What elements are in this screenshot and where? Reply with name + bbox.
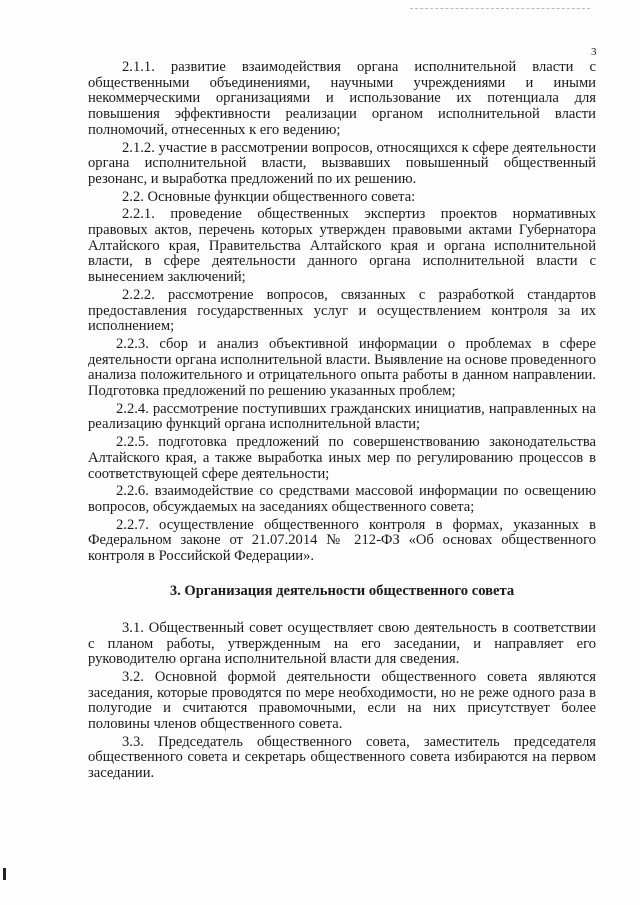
paragraph-2-2-3: 2.2.3. сбор и анализ объективной информации о проблемах в сфере деятельности органа исполнительной власти. Выявление на основе проведенного анализа положительного и отрицательного опыта работы в данном направлении. Подготовка предложений по решению указанных проблем; [88, 335, 596, 400]
page-number: 3 [591, 46, 597, 58]
paragraph-3-3: 3.3. Председатель общественного совета, заместитель председателя общественного совета и секретарь общественного совета избираются на первом заседании. [88, 733, 596, 782]
paragraph-2-1-2: 2.1.2. участие в рассмотрении вопросов, относящихся к сфере деятельности органа исполнительной власти, вызвавших повышенный общественный резонанс, и выработка предложений по их решению. [88, 139, 596, 187]
paragraph-3-2: 3.2. Основной формой деятельности общественного совета являются заседания, которые проводятся по мере необходимости, но не реже одного раза в полугодие и считаются правомочными, если на них присутствует более половины членов общественного совета. [88, 668, 596, 733]
section-heading-3: 3. Организация деятельности общественного совета [169, 582, 515, 599]
paragraph-2-2-4: 2.2.4. рассмотрение поступивших гражданских инициатив, направленных на реализацию функций органа исполнительной власти; [88, 400, 596, 433]
paragraph-2-1-1: 2.1.1. развитие взаимодействия органа исполнительной власти с общественными объединениями, научными учреждениями и иными некоммерческими организациями и использование их потенциала для повышения эффективности реализации органом исполнительной власти полномочий, отнесенных к его ведению; [88, 59, 596, 138]
scan-margin-mark [3, 868, 6, 880]
paragraph-2-2: 2.2. Основные функции общественного совета: [122, 188, 416, 205]
paragraph-2-2-7: 2.2.7. осуществление общественного контроля в формах, указанных в Федеральном законе от 21.07.2014 № 212-ФЗ «Об основах общественного контроля в Российской Федерации». [88, 516, 596, 565]
document-body [88, 60, 596, 784]
paragraph-2-2-1: 2.2.1. проведение общественных экспертиз проектов нормативных правовых актов, перечень которых утвержден правовыми актами Губернатора Алтайского края, Правительства Алтайского края и органа исполнительной власти, в сфере деятельности данного органа исполнительной власти с вынесением заключений; [88, 206, 596, 286]
paragraph-2-2-5: 2.2.5. подготовка предложений по совершенствованию законодательства Алтайского края, а также выработка иных мер по регулированию процессов в соответствующей сфере деятельности; [88, 434, 596, 482]
paragraph-2-2-2: 2.2.2. рассмотрение вопросов, связанных с разработкой стандартов предоставления государственных услуг и осуществлением контроля за их исполнением; [88, 286, 596, 335]
paragraph-2-2-6: 2.2.6. взаимодействие со средствами массовой информации по освещению вопросов, обсуждаемых на заседаниях общественного совета; [88, 483, 596, 515]
paragraph-3-1: 3.1. Общественный совет осуществляет свою деятельность в соответствии с планом работы, утвержденным на его заседании, и направляет его руководителю органа исполнительной власти для сведения. [88, 619, 596, 668]
scan-artifact-line [410, 8, 590, 10]
